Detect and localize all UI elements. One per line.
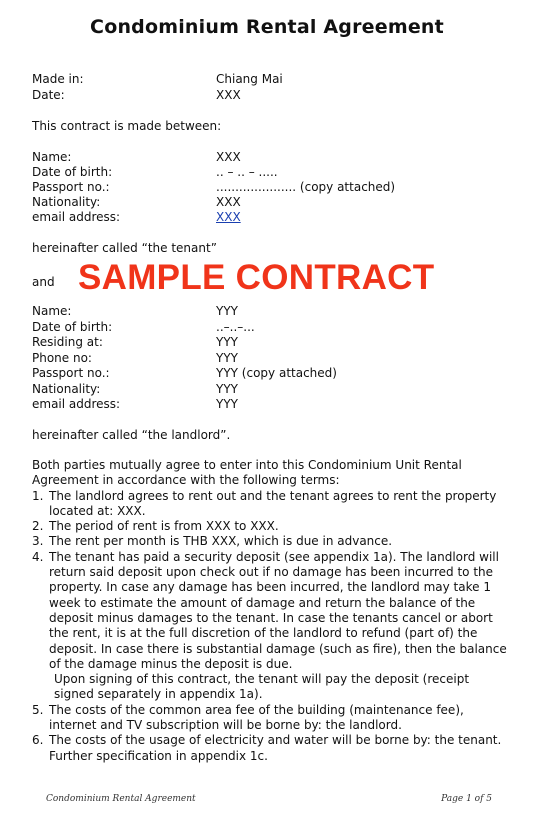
landlord-residing-row <box>32 335 238 350</box>
term-number: 1. <box>32 488 44 503</box>
tenant-passport-label: Passport no.: <box>32 180 110 194</box>
date-label: Date: <box>32 88 65 102</box>
tenant-dob-label: Date of birth: <box>32 165 113 179</box>
landlord-dob-value: ..–..–... <box>216 319 255 334</box>
tenant-dob-value: .. – .. – ..... <box>216 165 278 179</box>
landlord-dob-row <box>32 320 255 335</box>
term-number: 5. <box>32 702 44 717</box>
date-row <box>32 88 241 103</box>
landlord-residing-value: YYY <box>216 335 238 349</box>
term-text: Upon signing of this contract, the tenant will pay the deposit (receipt signed separately in appendix 1a). <box>54 672 470 702</box>
landlord-phone-value: YYY <box>216 350 238 365</box>
footer-page-number: Page 1 of 5 <box>441 794 492 804</box>
landlord-residing-label: Residing at: <box>32 335 103 349</box>
term-item <box>32 733 512 764</box>
made-in-label: Made in: <box>32 72 84 86</box>
term-text: The tenant has paid a security deposit (see appendix 1a). The landlord will return said deposit upon check out if no damage has been incurred to the property. In case any damage has been incurred, the landlord may take 1 week to estimate the amount of damage and return the balance of the deposit minus damages to the tenant. In case the tenants cancel or abort the rent, it is at the full discretion of the landlord to refund (part of) the deposit. In case there is substantial damage (such as fire), then the balance of the damage minus the deposit is due. <box>49 549 507 671</box>
tenant-nationality-value: XXX <box>216 195 241 209</box>
made-in-row <box>32 72 283 87</box>
tenant-email-link[interactable]: XXX <box>216 210 241 224</box>
between-text: This contract is made between: <box>32 119 222 133</box>
landlord-email-value: YYY <box>216 397 238 411</box>
document-title: Condominium Rental Agreement <box>90 16 444 38</box>
tenant-dob-row <box>32 165 278 180</box>
tenant-nationality-row <box>32 195 241 210</box>
tenant-passport-row <box>32 180 395 195</box>
tenant-name-value: XXX <box>216 150 241 164</box>
tenant-passport-value: ..................... (copy attached) <box>216 180 396 194</box>
sample-contract-stamp: SAMPLE CONTRACT <box>78 258 435 297</box>
landlord-dob-label: Date of birth: <box>32 319 113 334</box>
term-item <box>32 519 512 534</box>
term-number: 3. <box>32 534 44 549</box>
tenant-name-row <box>32 150 241 165</box>
tenant-nationality-label: Nationality: <box>32 195 101 209</box>
term-number: 4. <box>32 549 44 564</box>
tenant-email-label: email address: <box>32 210 121 224</box>
landlord-passport-label: Passport no.: <box>32 366 110 380</box>
term-text: The costs of the common area fee of the building (maintenance fee), internet and TV subscription will be borne by: the landlord. <box>49 702 464 733</box>
term-item <box>32 703 512 734</box>
landlord-called-text: hereinafter called “the landlord”. <box>32 428 231 442</box>
landlord-email-label: email address: <box>32 397 121 411</box>
tenant-name-label: Name: <box>32 150 72 164</box>
and-text: and <box>32 275 55 289</box>
landlord-phone-row <box>32 351 238 366</box>
landlord-phone-label: Phone no: <box>32 350 92 365</box>
landlord-passport-row <box>32 366 337 381</box>
landlord-name-value: YYY <box>216 304 238 318</box>
term-item <box>32 550 512 672</box>
term-item <box>32 489 512 520</box>
footer-document-name: Condominium Rental Agreement <box>46 794 196 804</box>
term-text: The period of rent is from XXX to XXX. <box>49 519 279 534</box>
landlord-nationality-row <box>32 382 238 397</box>
tenant-email-row <box>32 210 241 225</box>
term-item-continuation <box>32 672 512 703</box>
landlord-nationality-value: YYY <box>216 381 238 396</box>
tenant-called-text: hereinafter called “the tenant” <box>32 241 217 255</box>
landlord-name-label: Name: <box>32 304 72 318</box>
date-value: XXX <box>216 88 241 102</box>
term-number: 2. <box>32 519 44 534</box>
landlord-email-row <box>32 397 238 412</box>
landlord-name-row <box>32 304 238 319</box>
landlord-nationality-label: Nationality: <box>32 381 101 396</box>
terms-section <box>32 458 512 764</box>
term-item <box>32 534 512 549</box>
landlord-passport-value: YYY (copy attached) <box>216 366 337 380</box>
made-in-value: Chiang Mai <box>216 72 283 86</box>
terms-intro: Both parties mutually agree to enter into this Condominium Unit Rental Agreement in accordance with the following terms: <box>32 458 462 488</box>
term-text: The costs of the usage of electricity and water will be borne by: the tenant. Further specification in appendix 1c. <box>49 733 502 763</box>
terms-list <box>32 489 512 764</box>
term-number: 6. <box>32 733 44 748</box>
term-text: The landlord agrees to rent out and the tenant agrees to rent the property located at: XXX. <box>49 488 497 518</box>
term-text: The rent per month is THB XXX, which is due in advance. <box>49 534 393 549</box>
